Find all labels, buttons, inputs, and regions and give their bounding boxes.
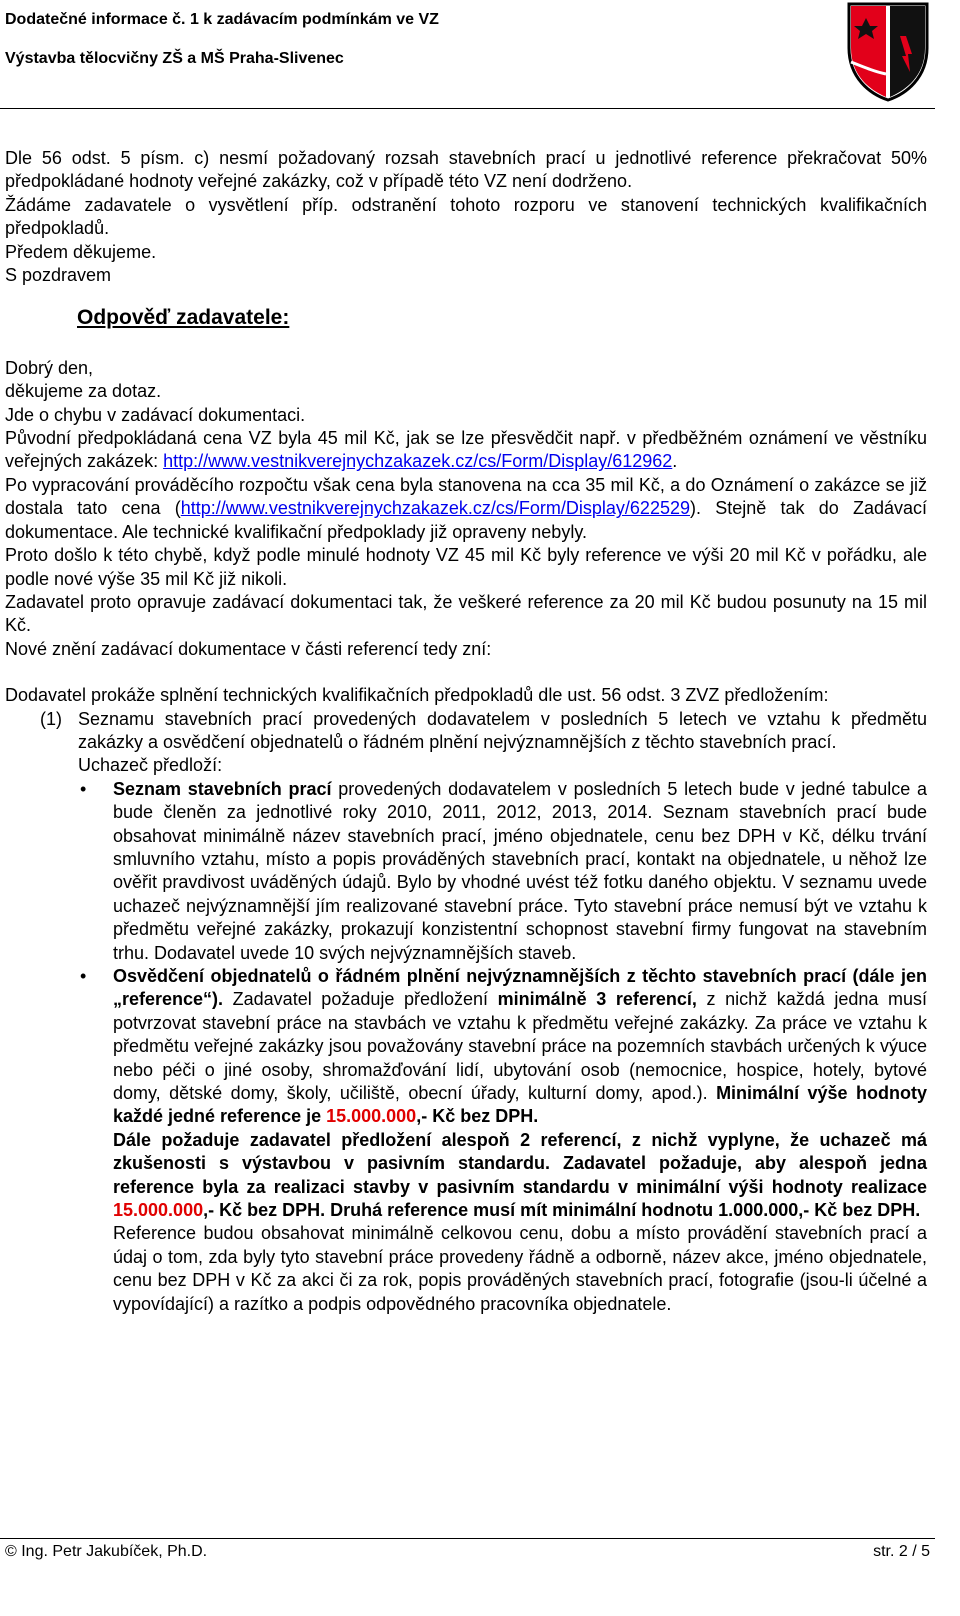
text-span: provedených dodavatelem v posledních 5 letech bude v jedné tabulce a bude členěn za jednotlivé roky 2010, 2011, 2012, 2013, 2014. Seznam stavebních prací bude obsahovat minimálně název stavebních prací, jméno objednatele, cenu bez DPH v Kč, délku trvání smluvního vztahu, místo a popis prováděných stavebních prací, kontakt na objednatele, u něhož lze ověřit pravdivost uváděných údajů. Bylo by vhodné uvést též fotku daného objektu. V seznamu uvede uchazeč nejvýznamnější jím realizované stavební práce. Tyto stavební práce nemusí být ve vztahu k předmětu veřejné zakázky, prokazují konzistentní schopnost stavební firmy fungovat na stavebním trhu. Dodavatel uvede 10 svých nejvýznamnějších staveb. xyxy=(113,778,927,963)
submits-label: Uchazeč předloží: xyxy=(78,755,223,776)
answer-paragraph: děkujeme za dotaz. xyxy=(5,381,162,402)
answer-paragraph: Zadavatel proto opravuje zadávací dokumentaci tak, že veškeré reference za 20 mil Kč budou posunuty na 15 mil Kč. xyxy=(5,591,927,636)
bold-span: ,- Kč bez DPH. xyxy=(416,1106,539,1127)
text-span: Zadavatel požaduje předložení xyxy=(223,989,498,1010)
bold-span: Seznam stavebních prací xyxy=(113,778,332,799)
bold-span: Osvědčení objednatelů o řádném plnění nejvýznamnějších z těchto stavebních prací (dále jen „reference“). xyxy=(113,966,927,1010)
coat-of-arms-icon xyxy=(846,2,930,102)
document-body xyxy=(5,147,927,1316)
answer-paragraph: Dobrý den, xyxy=(5,357,94,378)
question-paragraph: Dle 56 odst. 5 písm. c) nesmí požadovaný rozsah stavebních prací u jednotlivé reference překračovat 50% předpokládané hodnoty veřejné zakázky, což v případě této VZ není dodrženo. xyxy=(5,148,927,192)
text-span: Po vypracování prováděcího rozpočtu však cena byla stanovena na cca 35 mil Kč, a do Oznámení o zakázce se již dostala tato cena ( xyxy=(5,474,927,519)
text-span: Reference budou obsahovat minimálně celkovou cenu, dobu a místo provádění stavebních prací a údaj o tom, zda byly tyto stavební práce provedeny řádně a odborně, název akce, jméno objednatele, cenu bez DPH v Kč za akci či za rok, popis prováděných stavebních prací, fotografie (jsou-li účelné a vypovídající) a razítko a podpis odpovědného pracovníka objednatele. xyxy=(113,1223,927,1314)
header-divider xyxy=(0,108,935,109)
item-number: (1) xyxy=(40,708,62,729)
bullet-item xyxy=(5,778,927,965)
text-span: ). Stejně tak do Zadávací dokumentace. Ale technické kvalifikační předpoklady již opraveny nebyly. xyxy=(5,498,927,542)
footer-author: © Ing. Petr Jakubíček, Ph.D. xyxy=(5,1543,208,1560)
bullet-icon: • xyxy=(80,966,87,986)
bullet-text xyxy=(113,965,927,1316)
page-number: str. 2 / 5 xyxy=(873,1543,930,1560)
question-paragraph: S pozdravem xyxy=(5,265,112,286)
item-text: Seznamu stavebních prací provedených dodavatelem v posledních 5 letech ve vztahu k předmětu zakázky a osvědčení objednatelů o řádném plnění nejvýznamnějších z těchto stavebních prací. xyxy=(78,708,927,752)
question-paragraph: Předem děkujeme. xyxy=(5,241,157,262)
document-title: Dodatečné informace č. 1 k zadávacím podmínkám ve VZ xyxy=(5,11,439,28)
bold-span: Minimální výše hodnoty každé jedné reference je xyxy=(113,1083,927,1127)
bullet-item xyxy=(5,965,927,1316)
spacer xyxy=(5,661,927,684)
answer-paragraph: Nové znění zadávací dokumentace v části referencí tedy zní: xyxy=(5,638,492,659)
bullet-icon: • xyxy=(80,778,87,799)
red-amount: 15.000.000 xyxy=(326,1106,417,1127)
red-amount: 15.000.000 xyxy=(113,1200,204,1221)
text-span: z nichž každá jedna musí potvrzovat stavební práce na stavbách ve vztahu k předmětu veřejné zakázky. Za práce ve vztahu k předmětu veřejné zakázky jsou považovány stavební práce na pozemních stavbách určených k výuce nebo péči o jiné osoby, shromažďování lidí, ubytování osob (nemocnice, hospice, hotely, bytové domy, dětské domy, školy, učiliště, obecní úřady, kulturní domy, apod.). xyxy=(113,989,927,1104)
footer-divider xyxy=(0,1538,935,1539)
vestnik-link-622529[interactable]: http://www.vestnikverejnychzakazek.cz/cs/Form/Display/622529 xyxy=(180,498,690,519)
vestnik-link-612962[interactable]: http://www.vestnikverejnychzakazek.cz/cs/Form/Display/612962 xyxy=(163,451,673,472)
answer-paragraph xyxy=(5,474,927,544)
question-paragraph: Žádáme zadavatele o vysvětlení příp. odstranění tohoto rozporu ve stanovení technických kvalifikačních předpokladů. xyxy=(5,194,927,239)
document-subtitle: Výstavba tělocvičny ZŠ a MŠ Praha-Slivenec xyxy=(5,50,344,67)
text-span: Původní předpokládaná cena VZ byla 45 mil Kč, jak se lze přesvědčit např. v předběžném oznámení ve věstníku veřejných zakázek: xyxy=(5,428,927,472)
page-header xyxy=(0,0,960,110)
bold-span: ,- Kč bez DPH. Druhá reference musí mít minimální hodnotu 1.000.000,- Kč bez DPH. xyxy=(203,1200,921,1221)
answer-paragraph: Proto došlo k této chybě, když podle minulé hodnoty VZ 45 mil Kč byly reference ve výši 20 mil Kč v pořádku, ale podle nové výše 35 mil Kč již nikoli. xyxy=(5,545,927,589)
answer-paragraph: Jde o chybu v zadávací dokumentaci. xyxy=(5,404,306,425)
text-span: . xyxy=(672,451,678,472)
bold-span: Dále požaduje zadavatel předložení alespoň 2 referencí, z nichž vyplyne, že uchazeč má zkušenosti s výstavbou v pasivním standardu. Zadavatel požaduje, aby alespoň jedna reference byla za realizaci stavby v pasivním standardu v minimální výši hodnoty realizace xyxy=(113,1129,927,1197)
supplier-paragraph: Dodavatel prokáže splnění technických kvalifikačních předpokladů dle ust. 56 odst. 3 ZVZ předložením: xyxy=(5,685,829,706)
answer-paragraph xyxy=(5,427,927,474)
numbered-item xyxy=(5,708,927,755)
bullet-text xyxy=(113,778,927,965)
bold-span: minimálně 3 referencí, xyxy=(497,989,697,1010)
answer-heading: Odpověď zadavatele: xyxy=(77,306,290,330)
